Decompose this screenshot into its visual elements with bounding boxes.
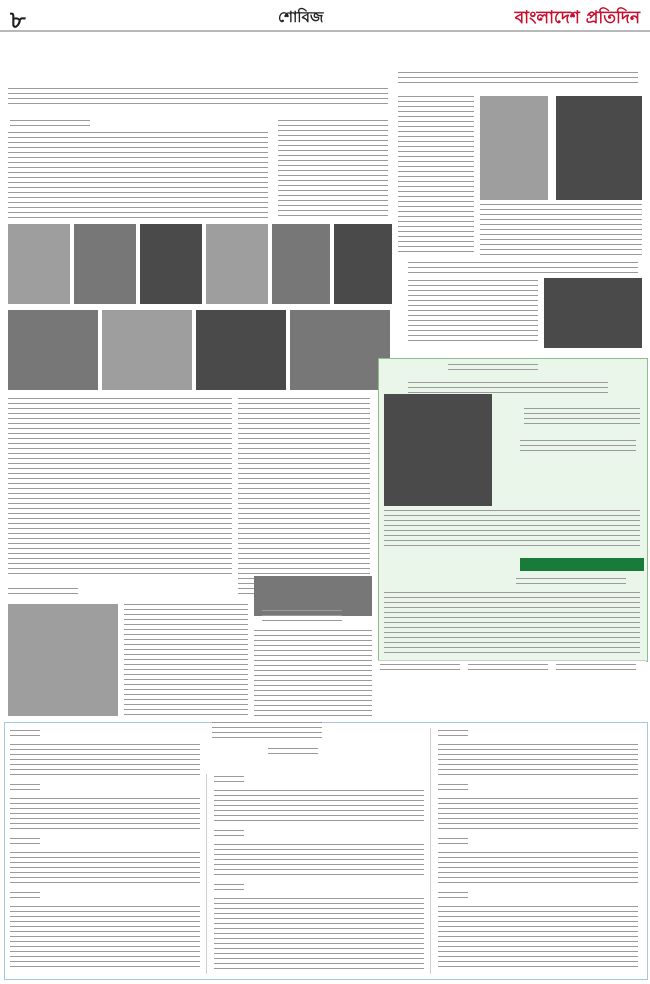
zodiac-text — [214, 898, 424, 970]
zodiac-text — [10, 906, 200, 970]
page-number: ৮ — [10, 6, 26, 34]
main-story-continued — [238, 398, 370, 598]
horoscope-title — [212, 722, 322, 738]
horoscope-author — [268, 748, 318, 756]
zodiac-text — [10, 744, 200, 778]
story-text — [480, 204, 642, 258]
column-divider — [206, 774, 207, 974]
music-story-text — [254, 630, 372, 716]
celebrity-photo — [102, 310, 192, 390]
actor-photo — [556, 96, 642, 200]
newspaper-logo: বাংলাদেশ প্রতিদিন — [514, 8, 640, 28]
zodiac-text — [438, 798, 638, 832]
zodiac-sign-label — [10, 730, 40, 738]
ad-title-line — [448, 364, 538, 372]
zodiac-sign-label — [438, 838, 468, 846]
ad-body-text — [384, 510, 640, 550]
byline — [10, 120, 90, 128]
sponsor-logo — [468, 664, 548, 672]
zodiac-text — [438, 744, 638, 778]
actress-photo — [544, 278, 642, 348]
celebrity-photo — [290, 310, 390, 390]
zodiac-sign-label — [10, 838, 40, 846]
portrait-photo — [384, 394, 492, 506]
story-text — [408, 280, 538, 344]
ad-url-badge[interactable] — [520, 558, 644, 571]
celebrity-photo — [140, 224, 202, 304]
main-story-text — [8, 132, 268, 220]
main-story-continued — [8, 398, 232, 574]
model-photo — [8, 604, 118, 716]
main-story-text — [278, 120, 388, 220]
zodiac-sign-label — [438, 784, 468, 792]
section-name: শোবিজ — [278, 8, 324, 26]
zodiac-text — [10, 852, 200, 886]
zodiac-sign-label — [214, 776, 244, 784]
zodiac-text — [214, 790, 424, 824]
ad-details-text — [384, 592, 640, 654]
ad-website-link[interactable] — [516, 578, 626, 587]
zodiac-text — [438, 906, 638, 970]
zodiac-sign-label — [438, 730, 468, 738]
celebrity-photo — [272, 224, 330, 304]
column-divider — [430, 728, 431, 974]
beauty-text — [124, 604, 248, 716]
beauty-section-title — [8, 588, 78, 598]
celebrity-photo — [206, 224, 268, 304]
celebrity-photo — [74, 224, 136, 304]
ad-title-line — [524, 408, 640, 424]
zodiac-sign-label — [10, 892, 40, 900]
ad-title-line — [520, 440, 636, 454]
main-headline — [8, 88, 388, 108]
zodiac-sign-label — [10, 784, 40, 792]
actor-photo — [480, 96, 548, 200]
zodiac-sign-label — [214, 884, 244, 892]
second-story-heading — [408, 262, 638, 274]
top-right-story-heading — [398, 72, 638, 84]
zodiac-sign-label — [214, 830, 244, 838]
celebrity-photo — [8, 224, 70, 304]
zodiac-text — [10, 798, 200, 832]
zodiac-text — [214, 844, 424, 878]
celebrity-photo — [196, 310, 286, 390]
zodiac-sign-label — [438, 892, 468, 900]
celebrity-photo — [8, 310, 98, 390]
story-text — [398, 96, 474, 256]
sponsor-logo — [380, 664, 460, 672]
music-story-title — [262, 610, 342, 622]
zodiac-text — [438, 852, 638, 886]
celebrity-photo — [334, 224, 392, 304]
sponsor-logo — [556, 664, 636, 672]
